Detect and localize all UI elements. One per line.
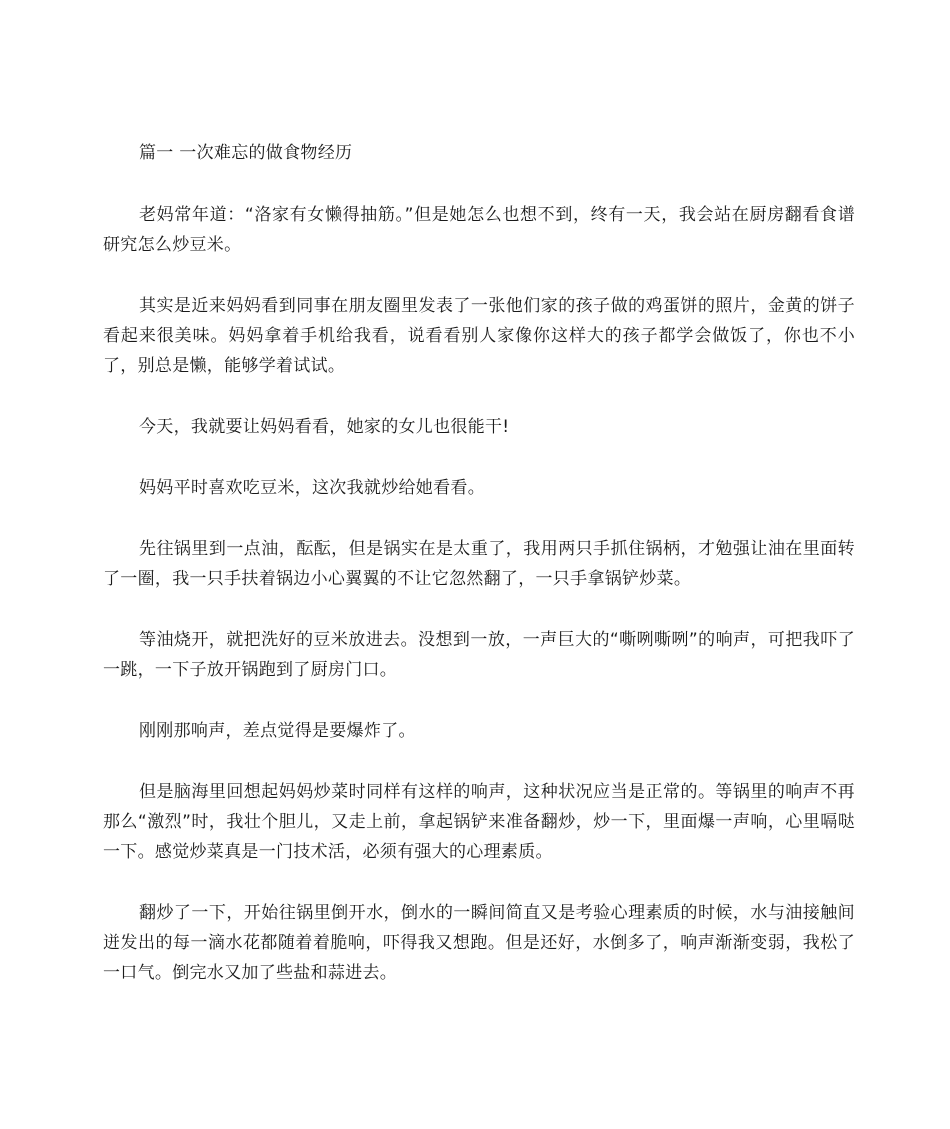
paragraph: 其实是近来妈妈看到同事在朋友圈里发表了一张他们家的孩子做的鸡蛋饼的照片，金黄的饼子看起来很美味。妈妈拿着手机给我看，说看看别人家像你这样大的孩子都学会做饭了，你也不小了，别总是懒，能够学着试试。: [103, 296, 855, 376]
paragraph: 先往锅里到一点油，酝酝，但是锅实在是太重了，我用两只手抓住锅柄，才勉强让油在里面转了一圈，我一只手扶着锅边小心翼翼的不让它忽然翻了，一只手拿锅铲炒菜。: [103, 539, 855, 589]
paragraph: 老妈常年道：“洛家有女懒得抽筋。”但是她怎么也想不到，终有一天，我会站在厨房翻看食谱研究怎么炒豆米。: [103, 205, 855, 255]
paragraph: 妈妈平时喜欢吃豆米，这次我就炒给她看看。: [139, 478, 485, 498]
paragraph: 今天，我就要让妈妈看看，她家的女儿也很能干!: [139, 417, 510, 437]
paragraph: 刚刚那响声，差点觉得是要爆炸了。: [139, 721, 416, 741]
paragraph: 等油烧开，就把洗好的豆米放进去。没想到一放，一声巨大的“嘶咧嘶咧”的响声，可把我吓了一跳，一下子放开锅跑到了厨房门口。: [103, 630, 855, 680]
paragraph: 翻炒了一下，开始往锅里倒开水，倒水的一瞬间简直又是考验心理素质的时候，水与油接触间迸发出的每一滴水花都随着着脆响，吓得我又想跑。但是还好，水倒多了，响声渐渐变弱，我松了一口气。倒完水又加了些盐和蒜进去。: [103, 903, 855, 983]
paragraph: 但是脑海里回想起妈妈炒菜时同样有这样的响声，这种状况应当是正常的。等锅里的响声不再那么“激烈”时，我壮个胆儿，又走上前，拿起锅铲来准备翻炒，炒一下，里面爆一声响，心里嗝哒一下。感觉炒菜真是一门技术活，必须有强大的心理素质。: [103, 782, 855, 862]
document-body: [103, 138, 855, 1019]
essay-title: 篇一 一次难忘的做食物经历: [139, 143, 353, 163]
